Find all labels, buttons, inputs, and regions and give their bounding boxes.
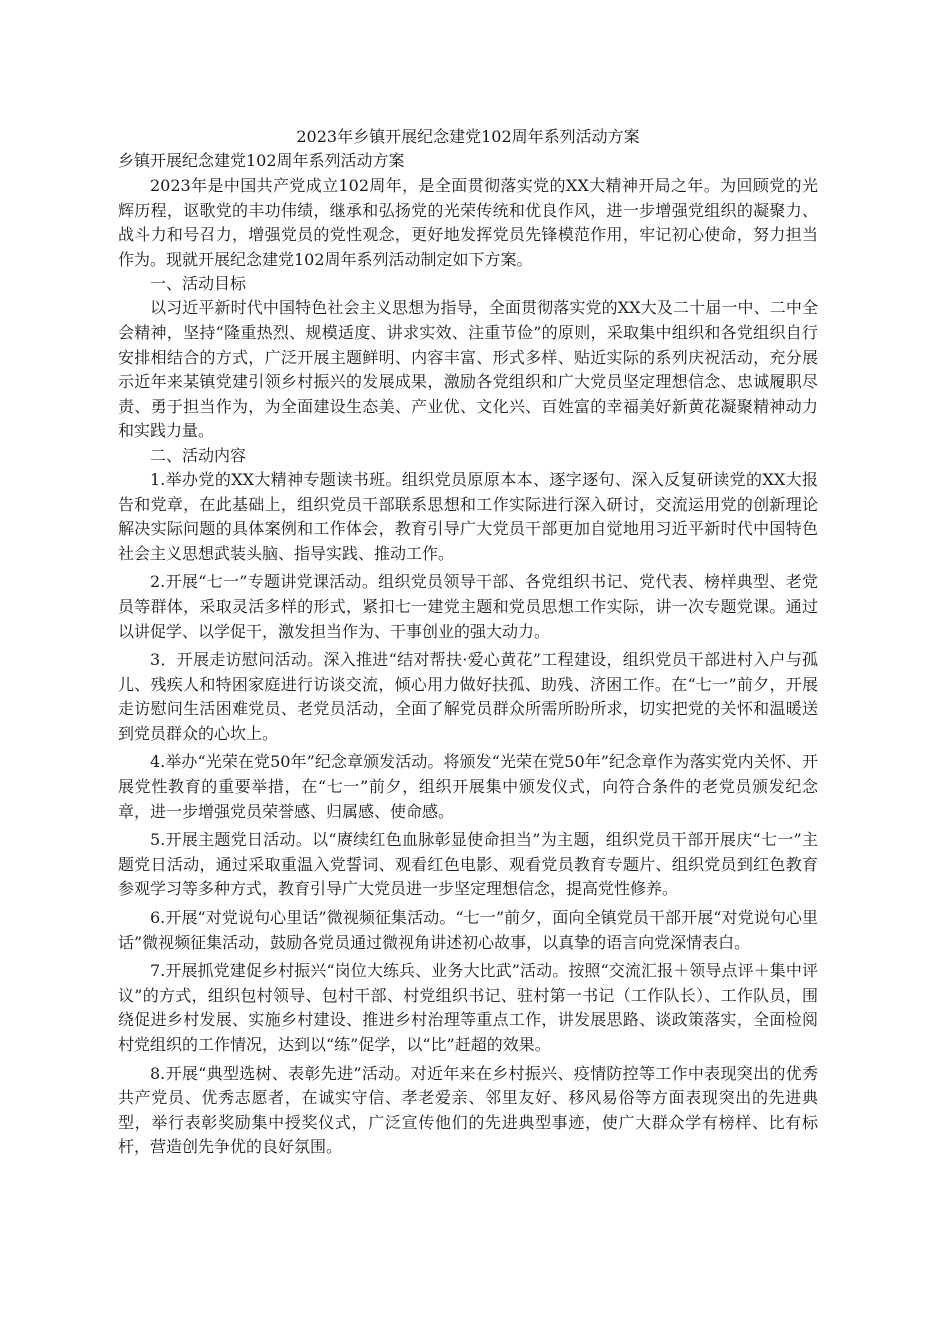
document-page — [118, 126, 818, 1164]
list-item: 7.开展抓党建促乡村振兴“岗位大练兵、业务大比武”活动。按照“交流汇报＋领导点评＋集中评议”的方式，组织包村领导、包村干部、村党组织书记、驻村第一书记（工作队长）、工作队员，围绕促进乡村发展、实施乡村建设、推进乡村治理等重点工作，讲发展思路、谈政策落实，全面检阅村党组织的工作情况，达到以“练”促学，以“比”赶超的效果。 — [118, 961, 818, 1054]
list-item: 1.举办党的XX大精神专题读书班。组织党员原原本本、逐字逐句、深入反复研读党的XX大报告和党章，在此基础上，组织党员干部联系思想和工作实际进行深入研讨，交流运用党的创新理论解决实际问题的具体案例和工作体会，教育引导广大党员干部更加自觉地用习近平新时代中国特色社会主义思想武装头脑、指导实践、推动工作。 — [118, 469, 818, 563]
section-heading-content: 二、活动内容 — [150, 445, 247, 465]
intro-paragraph: 2023年是中国共产党成立102周年，是全面贯彻落实党的XX大精神开局之年。为回顾党的光辉历程，讴歌党的丰功伟绩，继承和弘扬党的光荣传统和优良作风，进一步增强党组织的凝聚力、战斗力和号召力，增强党员的党性观念，更好地发挥党员先锋模范作用，牢记初心使命，努力担当作为。现就开展纪念建党102周年系列活动制定如下方案。 — [118, 176, 818, 269]
list-item: 6.开展“对党说句心里话”微视频征集活动。“七一”前夕，面向全镇党员干部开展“对党说句心里话”微视频征集活动，鼓励各党员通过微视角讲述初心故事，以真挚的语言向党深情表白。 — [118, 908, 818, 952]
section-heading-goals: 一、活动目标 — [150, 274, 247, 294]
list-item: 3．开展走访慰问活动。深入推进“结对帮扶·爱心黄花”工程建设，组织党员干部进村入户与孤儿、残疾人和特困家庭进行访谈交流，倾心用力做好扶孤、助残、济困工作。在“七一”前夕，开展走访慰问生活困难党员、老党员活动，全面了解党员群众所需所盼所求，切实把党的关怀和温暖送到党员群众的心坎上。 — [118, 650, 818, 743]
list-item: 5.开展主题党日活动。以“赓续红色血脉彰显使命担当”为主题，组织党员干部开展庆“七一”主题党日活动，通过采取重温入党誓词、观看红色电影、观看党员教育专题片、组织党员到红色教育参观学习等多种方式，教育引导广大党员进一步坚定理想信念，提高党性修养。 — [118, 830, 818, 899]
document-title: 2023年乡镇开展纪念建党102周年系列活动方案 — [296, 127, 640, 146]
list-item: 8.开展“典型选树、表彰先进”活动。对近年来在乡村振兴、疫情防控等工作中表现突出的优秀共产党员、优秀志愿者，在诚实守信、孝老爱亲、邻里友好、移风易俗等方面表现突出的先进典型，举行表彰奖励集中授奖仪式，广泛宣传他们的先进典型事迹，使广大群众学有榜样、比有标杆，营造创先争优的良好氛围。 — [118, 1063, 818, 1157]
list-item: 4.举办“光荣在党50年”纪念章颁发活动。将颁发“光荣在党50年”纪念章作为落实党内关怀、开展党性教育的重要举措，在“七一”前夕，组织开展集中颁发仪式，向符合条件的老党员颁发纪念章，进一步增强党员荣誉感、归属感、使命感。 — [118, 752, 818, 821]
goals-paragraph: 以习近平新时代中国特色社会主义思想为指导，全面贯彻落实党的XX大及二十届一中、二中全会精神，坚持“隆重热烈、规模适度、讲求实效、注重节俭”的原则，采取集中组织和各党组织自行安排相结合的方式，广泛开展主题鲜明、内容丰富、形式多样、贴近实际的系列庆祝活动，充分展示近年来某镇党建引领乡村振兴的发展成果，激励各党组织和广大党员坚定理想信念、忠诚履职尽责、勇于担当作为，为全面建设生态美、产业优、文化兴、百姓富的幸福美好新黄花凝聚精神动力和实践力量。 — [118, 298, 818, 441]
list-item: 2.开展“七一”专题讲党课活动。组织党员领导干部、各党组织书记、党代表、榜样典型、老党员等群体，采取灵活多样的形式，紧扣七一建党主题和党员思想工作实际，讲一次专题党课。通过以讲促学、以学促干，激发担当作为、干事创业的强大动力。 — [118, 572, 818, 641]
document-subtitle: 乡镇开展纪念建党102周年系列活动方案 — [118, 151, 405, 170]
